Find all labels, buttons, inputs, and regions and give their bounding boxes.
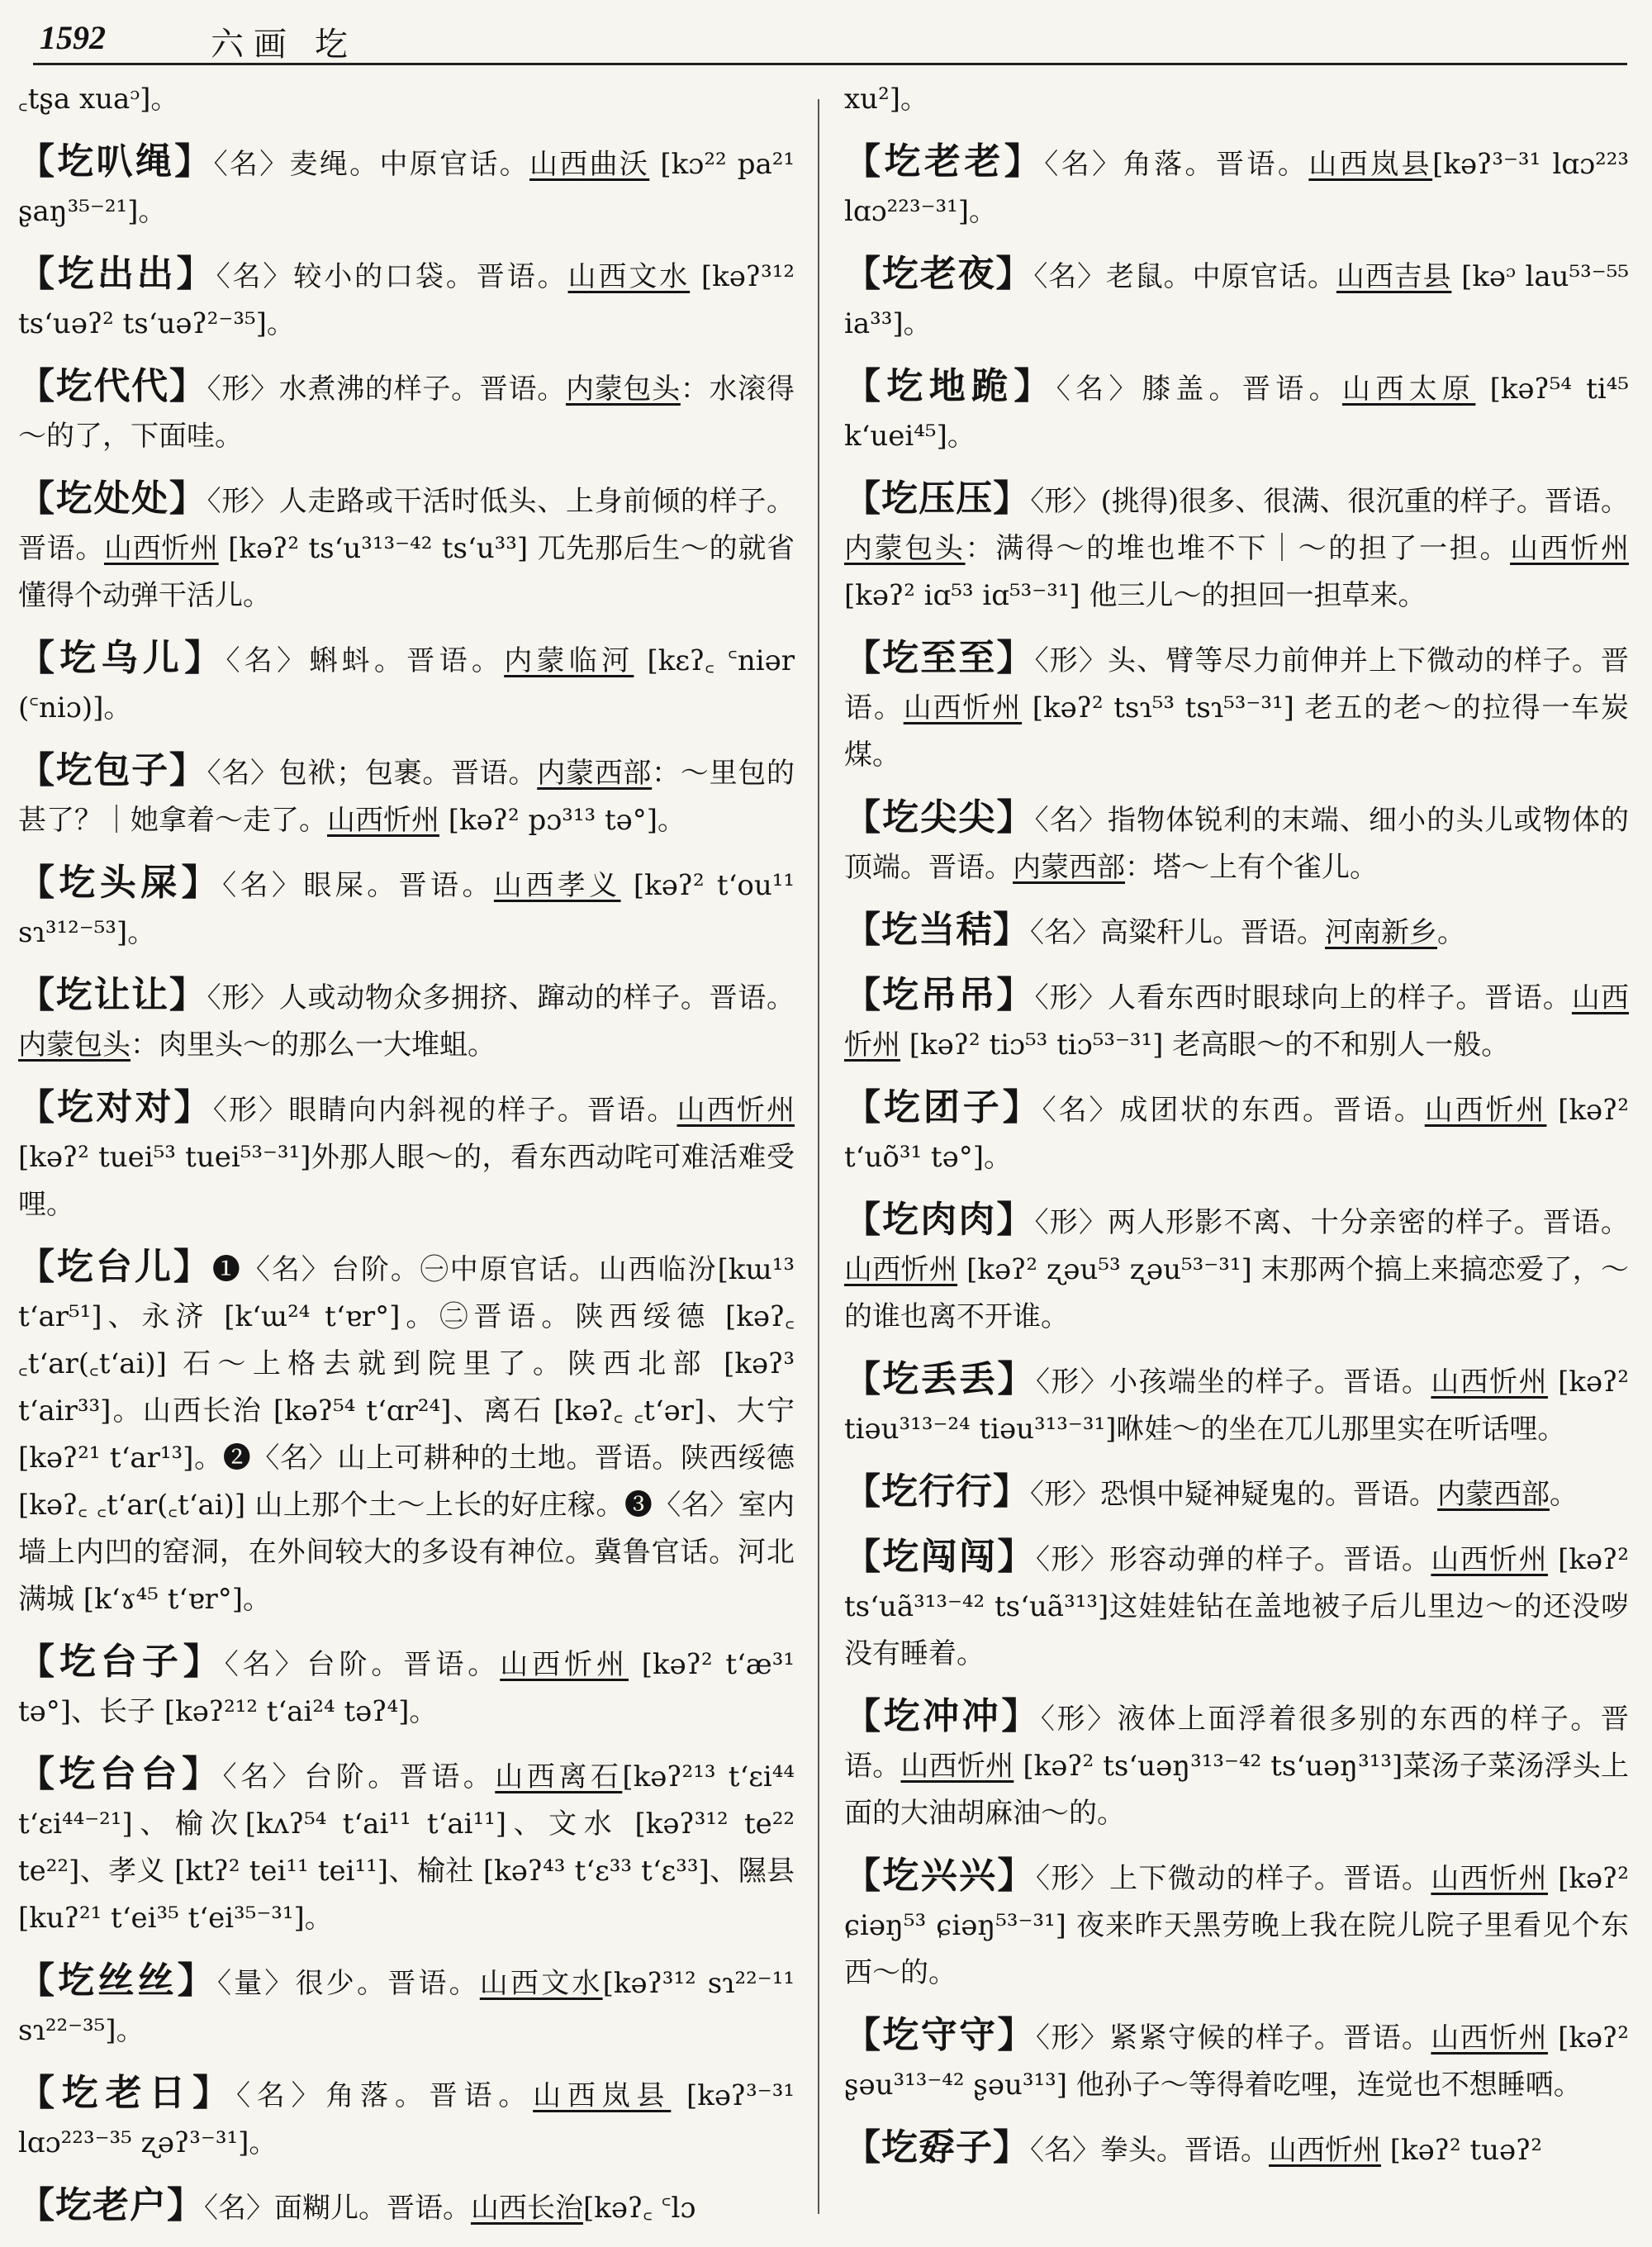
entry-place: 山西忻州 [104,532,219,565]
entry-headword: 【圪孬子】 [844,2126,1030,2169]
entry-pronunciation: [kəᵓ lau⁵³⁻⁵⁵ ia³³]。 [844,260,1630,340]
entry-pronunciation: [kəʔ² tʻuõ³¹ tə°]。 [844,1094,1630,1174]
entry-definition: 〈形〉水煮沸的样子。晋语。 [206,373,566,406]
entry-place: 山西太原 [1341,373,1476,406]
entry-definition: 〈名〉指物体锐利的末端、细小的头儿或物体的顶端。晋语。 [844,804,1630,884]
dictionary-entry [18,1638,795,1736]
entry-pronunciation: [kəʔ² ʂəu³¹³⁻⁴² ʂəu³¹³] 他孙子～等得着吃哩，连觉也不想睡哂。 [844,2021,1630,2102]
entry-place: 山西曲沃 [529,148,650,181]
dictionary-entry [18,2182,795,2232]
dictionary-entry [18,76,795,123]
entry-headword: 【圪老日】 [18,2072,236,2114]
entry-pronunciation: [kəʔ² tsɿ⁵³ tsɿ⁵³⁻³¹] 老五的老～的拉得一车炭煤。 [844,691,1630,772]
dictionary-entry [844,76,1629,123]
page-title: 六画 圪 [211,26,358,63]
dictionary-entry [18,1751,795,1942]
entry-pronunciation: [kəʔ² tsʻuã³¹³⁻⁴² tsʻuã³¹³]这娃娃钻在盖地被子后儿里边～的还没哕没有睡着。 [844,1543,1630,1670]
dictionary-entry [18,363,795,460]
entry-place: 山西离石 [495,1760,623,1793]
entry-definition: 〈形〉眼睛向内斜视的样子。晋语。 [212,1094,677,1127]
entry-definition: 〈形〉人或动物众多拥挤、蹿动的样子。晋语。 [206,981,795,1014]
entry-headword: 【圪吊吊】 [844,974,1035,1016]
entry-place: 山西忻州 [500,1648,629,1681]
dictionary-entry [844,1356,1629,1453]
entry-headword: 【圪台子】 [18,1641,225,1683]
dictionary-entry [844,906,1629,957]
dictionary-entry [18,747,795,844]
entry-definition: 〈形〉上下微动的样子。晋语。 [1035,1862,1431,1895]
dictionary-entry [18,634,795,732]
dictionary-entry [844,363,1629,460]
entry-definition: 〈名〉角落。晋语。 [235,2079,534,2112]
entry-pronunciation: [kɛʔ꜀ ꜂niər (꜂niɔ)]。 [18,644,795,724]
entry-definition: 〈名〉老鼠。中原官话。 [1033,260,1336,293]
entry-definition: 〈名〉包袱；包裹。晋语。 [206,757,538,790]
entry-pronunciation: [kəʔ³¹² tsʻuəʔ² tsʻuəʔ²⁻³⁵]。 [18,260,795,340]
entry-definition: ꜀tʂa xuaᵓ]。 [18,83,179,116]
dictionary-entry [18,971,795,1069]
entry-place: 山西文水 [479,1967,603,2000]
entry-place: 山西岚县 [1308,148,1433,181]
entry-headword: 【圪乌儿】 [18,637,226,679]
entry-definition: 〈名〉高粱秆儿。晋语。 [1030,916,1325,949]
entry-headword: 【圪守守】 [844,2014,1036,2056]
entry-pronunciation: ：塔～上有个雀儿。 [1125,851,1378,884]
entry-pronunciation: [kəʔ² tʻou¹¹ sɿ³¹²⁻⁵³]。 [18,869,795,949]
entry-definition: 〈名〉眼屎。晋语。 [222,869,494,902]
dictionary-entry [18,250,795,348]
entry-place: 山西忻州 [1431,1366,1548,1399]
dictionary-entry [844,1084,1629,1181]
entry-definition: 〈名〉台阶。晋语。 [224,1648,501,1681]
left-column [18,76,795,2247]
entry-place: 山西忻州 [844,981,1630,1062]
entry-headword: 【圪冲冲】 [844,1695,1041,1737]
entry-place: 山西忻州 [903,691,1023,724]
entry-place: 山西忻州 [1269,2134,1381,2167]
entry-place: 内蒙西部 [537,757,653,790]
entry-place: 内蒙包头 [18,1028,131,1062]
entry-place: 山西忻州 [1431,1543,1548,1576]
dictionary-entry [844,1693,1629,1837]
entry-pronunciation: 。 [1550,1478,1578,1511]
entry-place: 山西吉县 [1336,260,1452,293]
entry-headword: 【圪老夜】 [844,253,1034,295]
entry-headword: 【圪让让】 [18,974,207,1016]
dictionary-entry [18,1243,795,1623]
entry-place: 山西忻州 [1431,2021,1548,2055]
dictionary-entry [844,794,1629,891]
entry-place: 山西忻州 [1510,532,1630,565]
right-column [844,76,1629,2189]
entry-definition: 〈形〉恐惧中疑神疑鬼的。晋语。 [1030,1478,1437,1511]
entry-place: 内蒙包头 [565,373,681,406]
entry-headword: 【圪台儿】 [18,1246,212,1288]
entry-place: 山西忻州 [676,1094,795,1127]
entry-place: 山西忻州 [1431,1862,1548,1895]
entry-pronunciation: [kəʔ² tsʻuəŋ³¹³⁻⁴² tsʻuəŋ³¹³]菜汤子菜汤浮头上面的大油胡麻油～的。 [844,1750,1630,1830]
dictionary-entry [844,1468,1629,1518]
entry-definition: 〈形〉紧紧守候的样子。晋语。 [1035,2021,1431,2055]
dictionary-entry [844,971,1629,1069]
entry-pronunciation: [kəʔ² tiɔ⁵³ tiɔ⁵³⁻³¹] 老高眼～的不和别人一般。 [900,1028,1510,1062]
entry-headword: 【圪肉肉】 [844,1199,1035,1241]
entry-place: 山西孝义 [493,869,621,902]
entry-pronunciation: [kəʔ² tʻæ³¹ tə°]、长子 [kəʔ²¹² tʻai²⁴ təʔ⁴]。 [18,1648,795,1728]
entry-pronunciation: [kəʔ²¹³ tʻɛi⁴⁴ tʻɛi⁴⁴⁻²¹]、榆次[kʌʔ⁵⁴ tʻai¹¹ tʻai¹¹]、文水 [kəʔ³¹² te²² te²²]、孝义 [ktʔ² tei¹¹ tei¹¹]、榆社 [kəʔ⁴³ tʻɛ³³ tʻɛ³³]、隰县[kuʔ²¹ tʻei³⁵ tʻei³⁵⁻³¹]。 [18,1760,795,1935]
entry-headword: 【圪丢丢】 [844,1358,1036,1400]
entry-pronunciation: [kəʔ꜀ ꜂lɔ [583,2192,696,2225]
entry-pronunciation: ：～里包的甚了？｜她拿着～走了。 [18,757,795,837]
entry-headword: 【圪对对】 [18,1086,213,1128]
entry-place: 山西文水 [567,260,691,293]
entry-headword: 【圪包子】 [18,749,207,791]
entry-pronunciation: [kəʔ² tuəʔ² [1381,2134,1543,2167]
entry-place: 河南新乡 [1325,916,1437,949]
entry-pronunciation: [kɔ²² pa²¹ ʂaŋ³⁵⁻²¹]。 [18,148,795,228]
entry-definition: 〈名〉较小的口袋。晋语。 [216,260,568,293]
entry-pronunciation: [kəʔ³⁻³¹ lɑɔ²²³ lɑɔ²²³⁻³¹]。 [844,148,1630,228]
dictionary-entry [844,1196,1629,1341]
column-divider [818,99,819,2214]
entry-headword: 【圪头屎】 [18,862,223,904]
dictionary-entry [844,1852,1629,1997]
entry-headword: 【圪老老】 [844,140,1045,183]
entry-headword: 【圪地跪】 [844,365,1056,407]
entry-definition: ❶〈名〉台阶。㊀中原官话。山西临汾[kɯ¹³ tʻar⁵¹]、永济 [kʻɯ²⁴ tʻɐr°]。㊁晋语。陕西绥德 [kəʔ꜀ ꜀tʻar(꜀tʻai)] 石～上格去就到院里了。陕西北部 [kəʔ³ tʻair³³]。山西长治 [kəʔ⁵⁴ tʻɑr²⁴]、离石 [kəʔ꜀ ꜀tʻər]、大宁 [kəʔ²¹ tʻar¹³]。❷〈名〉山上可耕种的土地。晋语。陕西绥德 [kəʔ꜀ ꜀tʻar(꜀tʻai)] 山上那个土～上长的好庄稼。❸〈名〉室内墙上内凹的窑洞，在外间较大的多设有神位。冀鲁官话。河北满城 [kʻɤ⁴⁵ tʻɐr°]。 [18,1253,795,1616]
entry-pronunciation: [kəʔ² tuei⁵³ tuei⁵³⁻³¹]外那人眼～的，看东西动咤可难活难受哩。 [18,1141,795,1221]
page-header [33,15,1627,65]
entry-pronunciation: ：满得～的堆也堆不下｜～的担了一担。 [965,532,1511,565]
dictionary-entry [844,138,1629,235]
dictionary-entry [18,1084,795,1228]
dictionary-entry [844,250,1629,348]
page-number: 1592 [40,19,106,56]
entry-place: 山西岚县 [533,2079,672,2112]
entry-place: 山西忻州 [844,1253,958,1286]
entry-headword: 【圪闯闯】 [844,1536,1036,1578]
entry-definition: 〈形〉小孩端坐的样子。晋语。 [1035,1366,1431,1399]
entry-pronunciation: [kəʔ² ɕiəŋ⁵³ ɕiəŋ⁵³⁻³¹] 夜来昨天黑劳晚上我在院儿院子里看见个东西～的。 [844,1862,1630,1989]
entry-headword: 【圪压压】 [844,477,1031,520]
entry-definition: 〈名〉角落。晋语。 [1044,148,1309,181]
entry-definition: 〈形〉(挑得)很多、很满、很沉重的样子。晋语。 [1030,485,1630,518]
dictionary-entry [18,859,795,957]
entry-headword: 【圪当秸】 [844,909,1030,951]
entry-pronunciation: [kəʔ² tiəu³¹³⁻²⁴ tiəu³¹³⁻³¹]咻娃～的坐在兀儿那里实在听话哩。 [844,1366,1630,1446]
entry-headword: 【圪丝丝】 [18,1960,217,2002]
dictionary-entry [18,475,795,620]
entry-place: 内蒙西部 [1013,851,1125,884]
entry-pronunciation: [kəʔ² tsʻu³¹³⁻⁴² tsʻu³³] 兀先那后生～的就省懂得个动弹干活儿。 [18,532,795,612]
dictionary-entry [844,2124,1629,2174]
entry-definition: 〈形〉两人形影不离、十分亲密的样子。晋语。 [1034,1206,1630,1239]
entry-definition: 〈名〉蝌蚪。晋语。 [225,644,505,677]
dictionary-entry [844,634,1629,779]
entry-place: 山西长治 [471,2192,583,2225]
entry-headword: 【圪出出】 [18,253,216,295]
dictionary-entry [18,1957,795,2055]
entry-headword: 【圪尖尖】 [844,796,1035,838]
dictionary-entry [18,138,795,235]
dictionary-entry [844,1533,1629,1678]
entry-headword: 【圪团子】 [844,1086,1042,1128]
entry-headword: 【圪代代】 [18,365,207,407]
entry-definition: 〈形〉人走路或干活时低头、上身前倾的样子。晋语。 [18,485,795,565]
entry-definition: 〈名〉成团状的东西。晋语。 [1042,1094,1425,1127]
entry-headword: 【圪台台】 [18,1753,223,1795]
entry-definition: 〈形〉人看东西时眼球向上的样子。晋语。 [1034,981,1572,1014]
entry-pronunciation: ：肉里头～的那么一大堆蛆。 [131,1028,496,1062]
entry-definition: 〈形〉液体上面浮着很多别的东西的样子。晋语。 [844,1703,1630,1783]
entry-pronunciation: [kəʔ³¹² sɿ²²⁻¹¹ sɿ²²⁻³⁵]。 [18,1967,795,2047]
entry-pronunciation: [kəʔ² iɑ⁵³ iɑ⁵³⁻³¹] 他三儿～的担回一担草来。 [844,579,1427,612]
entry-pronunciation: 。 [1437,916,1465,949]
entry-definition: 〈名〉面糊儿。晋语。 [204,2192,471,2225]
entry-place: 内蒙西部 [1437,1478,1550,1511]
entry-definition: 〈名〉台阶。晋语。 [222,1760,496,1793]
entry-definition: 〈名〉膝盖。晋语。 [1056,373,1342,406]
entry-headword: 【圪老户】 [18,2184,204,2226]
entry-place: 山西忻州 [327,804,439,837]
entry-headword: 【圪兴兴】 [844,1855,1036,1897]
entry-definition: 〈名〉麦绳。中原官话。 [213,148,530,181]
entry-definition: 〈形〉头、臂等尽力前伸并上下微动的样子。晋语。 [844,644,1630,724]
entry-place: 山西忻州 [900,1750,1014,1783]
entry-headword: 【圪叭绳】 [18,140,214,183]
entry-pronunciation: [kəʔ² ʐəu⁵³ ʐəu⁵³⁻³¹] 末那两个搞上来搞恋爱了，～的谁也离不开谁。 [844,1253,1629,1333]
entry-headword: 【圪处处】 [18,477,207,520]
entry-place: 内蒙包头 [844,532,966,565]
entry-pronunciation: [kəʔ³⁻³¹ lɑɔ²²³⁻³⁵ ʐəʔ³⁻³¹]。 [18,2079,795,2159]
entry-pronunciation: ：水滚得～的了，下面哇。 [18,373,795,453]
dictionary-entry [18,2069,795,2167]
entry-pronunciation: [kəʔ⁵⁴ ti⁴⁵ kʻuei⁴⁵]。 [844,373,1630,453]
entry-pronunciation: [kəʔ² pɔ³¹³ tə°]。 [439,804,686,837]
entry-headword: 【圪行行】 [844,1470,1030,1513]
entry-headword: 【圪至至】 [844,637,1035,679]
entry-place: 内蒙临河 [504,644,634,677]
dictionary-entry [844,475,1629,620]
entry-definition: 〈量〉很少。晋语。 [217,1967,480,2000]
entry-definition: 〈名〉拳头。晋语。 [1030,2134,1269,2167]
entry-definition: xu²]。 [844,83,928,116]
entry-definition: 〈形〉形容动弹的样子。晋语。 [1035,1543,1431,1576]
entry-place: 山西忻州 [1424,1094,1547,1127]
dictionary-entry [844,2012,1629,2109]
